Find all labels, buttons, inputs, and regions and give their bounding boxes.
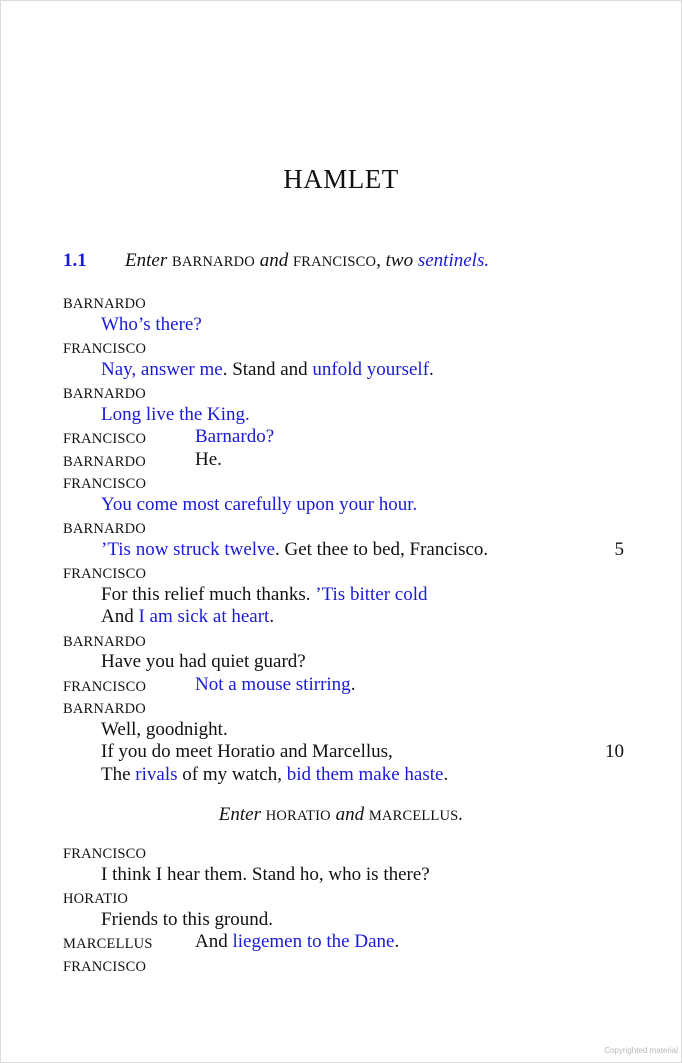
entrance-enter: Enter (218, 804, 262, 825)
verse-line (101, 741, 393, 763)
text-segment: He. (195, 448, 222, 470)
highlighted-phrase: unfold yourself (312, 358, 430, 380)
text-segment: Friends to this ground. (101, 908, 274, 930)
speaker-name: FRANCISCO (63, 566, 147, 582)
entrance-character-horatio: HORATIO (265, 808, 331, 824)
speaker-name: BARNARDO (63, 521, 146, 537)
sd-comma: , (376, 250, 381, 271)
line-number: 10 (605, 741, 624, 762)
text-segment: Well, goodnight. (101, 718, 228, 740)
entrance-character-marcellus: MARCELLUS (368, 808, 459, 824)
verse-line (101, 314, 202, 336)
verse-line (101, 864, 430, 886)
speaker-name: BARNARDO (63, 701, 146, 717)
highlighted-phrase: rivals (135, 763, 178, 785)
text-segment: The (101, 763, 136, 785)
verse-line (195, 674, 355, 696)
line-number: 5 (614, 538, 624, 560)
verse-line (101, 606, 274, 628)
text-segment: . (269, 606, 275, 627)
speaker-name: BARNARDO (63, 296, 146, 312)
watermark: Copyrighted material (604, 1046, 678, 1055)
entrance-and: and (335, 804, 365, 825)
highlighted-phrase: ’Tis bitter cold (315, 583, 428, 605)
speaker-name: BARNARDO (63, 386, 146, 402)
highlighted-phrase: Long live the King. (101, 403, 250, 425)
text-segment: . (443, 763, 449, 785)
verse-line (101, 764, 448, 786)
speaker-name: MARCELLUS (63, 936, 153, 952)
highlighted-phrase: ’Tis now struck twelve (101, 538, 275, 560)
highlighted-phrase: Nay, answer me (101, 358, 223, 380)
speaker-name: FRANCISCO (63, 476, 147, 492)
highlighted-phrase: Barnardo? (195, 426, 275, 447)
speaker-name: BARNARDO (63, 633, 146, 650)
highlighted-phrase: liegemen to the Dane (232, 931, 395, 952)
sd-character-barnardo: BARNARDO (171, 254, 255, 270)
highlighted-phrase: You come most carefully upon your hour. (101, 493, 418, 515)
text-segment: . (394, 931, 400, 952)
verse-line (101, 909, 273, 931)
sd-and: and (259, 250, 289, 271)
speaker-name: HORATIO (63, 891, 129, 907)
highlighted-phrase: I am sick at heart (138, 606, 270, 627)
text-segment: For this relief much thanks. (101, 583, 316, 605)
highlighted-phrase: bid them make haste (286, 763, 444, 785)
sd-period: . (484, 250, 490, 271)
play-title: HAMLET (283, 164, 399, 194)
text-segment: . (350, 673, 356, 695)
text-segment: Have you had quiet guard? (101, 651, 306, 672)
verse-line (101, 651, 306, 673)
speaker-name: FRANCISCO (63, 846, 147, 862)
verse-line (101, 719, 228, 741)
verse-line (101, 404, 250, 426)
sd-two: two (385, 250, 414, 271)
text-segment: And (195, 931, 233, 952)
speaker-name: BARNARDO (63, 453, 146, 470)
text-segment: If you do meet Horatio and Marcellus, (101, 741, 393, 762)
text-segment: of my watch, (177, 763, 287, 785)
text-segment: . Get thee to bed, Francisco. (275, 538, 489, 560)
verse-line (101, 584, 428, 606)
verse-line (101, 539, 488, 561)
text-segment: I think I hear them. Stand ho, who is there? (101, 863, 430, 885)
speaker-name: FRANCISCO (63, 341, 147, 357)
speaker-name: FRANCISCO (63, 958, 147, 975)
highlighted-phrase: Who’s there? (101, 313, 202, 335)
stage-direction-opening (125, 250, 489, 272)
entrance-period: . (458, 804, 464, 825)
verse-line (195, 426, 274, 448)
text-segment: And (101, 606, 139, 627)
scene-number: 1.1 (63, 250, 87, 271)
stage-direction-entrance (0, 804, 682, 826)
sd-enter: Enter (125, 250, 168, 271)
speaker-name: FRANCISCO (63, 431, 147, 447)
verse-line (101, 359, 434, 381)
verse-line (195, 449, 222, 471)
verse-line (101, 494, 417, 516)
sd-sentinels: sentinels (417, 250, 485, 271)
highlighted-phrase: Not a mouse stirring (195, 673, 351, 695)
sd-character-francisco: FRANCISCO (292, 254, 377, 270)
text-segment: . (429, 358, 434, 380)
speaker-name: FRANCISCO (63, 678, 147, 695)
text-segment: . Stand and (222, 358, 313, 380)
verse-line (195, 931, 399, 953)
